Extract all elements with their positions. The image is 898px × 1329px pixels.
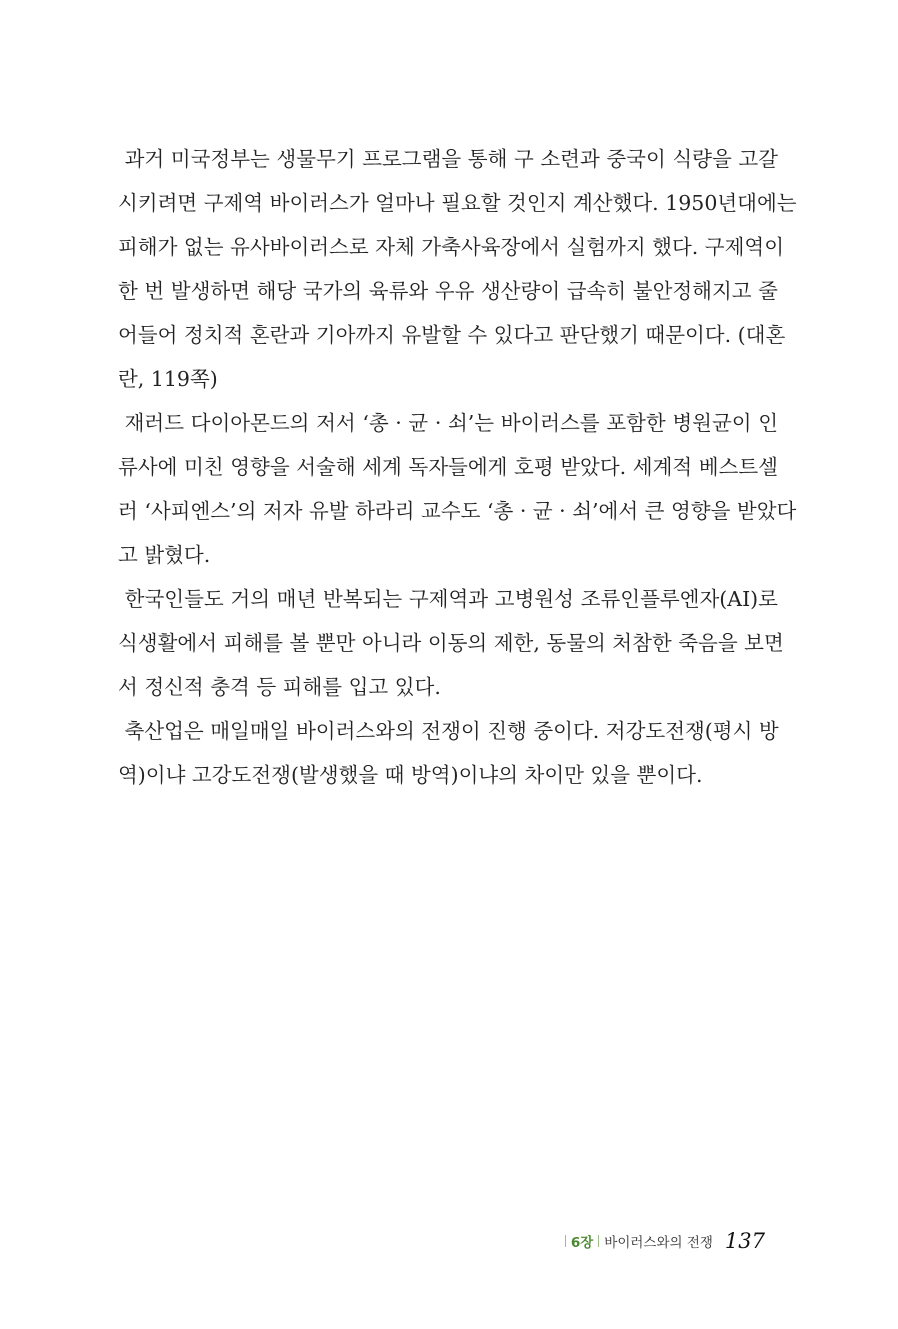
text-line: 란, 119쪽) bbox=[118, 367, 218, 391]
body-text bbox=[118, 137, 797, 797]
text-line: 식생활에서 피해를 볼 뿐만 아니라 이동의 제한, 동물의 처참한 죽음을 보면 bbox=[118, 631, 784, 655]
paragraph bbox=[118, 401, 797, 577]
text-line: 류사에 미친 영향을 서술해 세계 독자들에게 호평 받았다. 세계적 베스트셀 bbox=[118, 455, 778, 479]
paragraph bbox=[118, 137, 797, 401]
text-line: 역)이냐 고강도전쟁(발생했을 때 방역)이냐의 차이만 있을 뿐이다. bbox=[118, 763, 703, 787]
footer-divider bbox=[565, 1235, 566, 1247]
text-line: 고 밝혔다. bbox=[118, 543, 211, 567]
text-line: 피해가 없는 유사바이러스로 자체 가축사육장에서 실험까지 했다. 구제역이 bbox=[118, 235, 785, 259]
text-line: 한국인들도 거의 매년 반복되는 구제역과 고병원성 조류인플루엔자(AI)로 bbox=[118, 587, 778, 611]
text-line: 축산업은 매일매일 바이러스와의 전쟁이 진행 중이다. 저강도전쟁(평시 방 bbox=[118, 719, 779, 743]
text-line: 한 번 발생하면 해당 국가의 육류와 우유 생산량이 급속히 불안정해지고 줄 bbox=[118, 279, 778, 303]
text-line: 시키려면 구제역 바이러스가 얼마나 필요할 것인지 계산했다. 1950년대에는 bbox=[118, 191, 797, 215]
chapter-label: 6장 bbox=[570, 1235, 594, 1251]
text-line: 과거 미국정부는 생물무기 프로그램을 통해 구 소련과 중국이 식량을 고갈 bbox=[118, 147, 778, 171]
paragraph bbox=[118, 709, 778, 797]
page-number: 137 bbox=[724, 1229, 765, 1253]
paragraph bbox=[118, 577, 784, 709]
text-line: 어들어 정치적 혼란과 기아까지 유발할 수 있다고 판단했기 때문이다. (대혼 bbox=[118, 323, 786, 347]
running-title: 바이러스와의 전쟁 bbox=[604, 1235, 713, 1251]
text-line: 서 정신적 충격 등 피해를 입고 있다. bbox=[118, 675, 441, 699]
text-line: 러 ‘사피엔스’의 저자 유발 하라리 교수도 ‘총 · 균 · 쇠’에서 큰 영향을 받았다 bbox=[118, 499, 797, 523]
page-footer bbox=[560, 1226, 765, 1256]
text-line: 재러드 다이아몬드의 저서 ‘총 · 균 · 쇠’는 바이러스를 포함한 병원균이 인 bbox=[118, 411, 778, 435]
footer-divider bbox=[598, 1235, 599, 1247]
